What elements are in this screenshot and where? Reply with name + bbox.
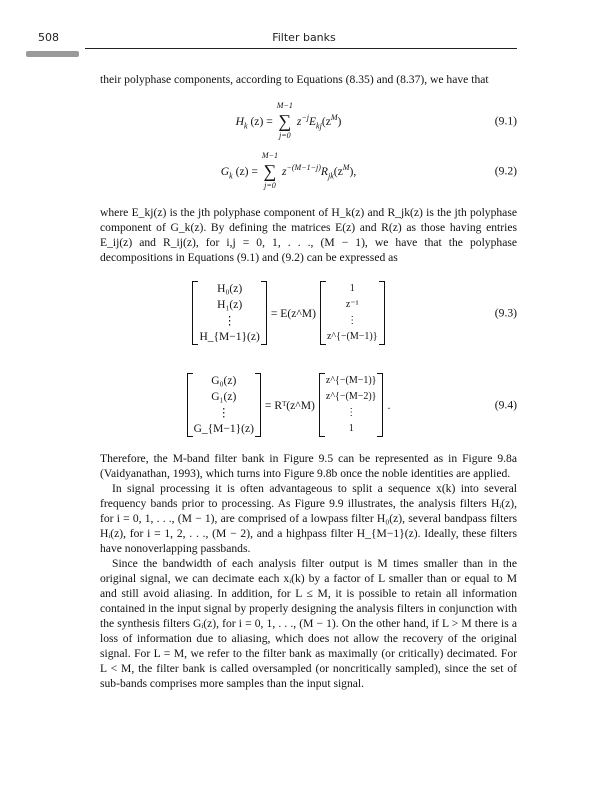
intro-paragraph: their polyphase components, according to Equations (8.35) and (8.37), we have that <box>100 73 489 86</box>
matrix-right <box>320 281 385 345</box>
therefore-paragraph: Therefore, the M-band filter bank in Figure 9.5 can be represented as in Figure 9.8a (Vaidyanathan, 1993), which turns into Figure 9.8b once the noble identities are applied. <box>100 452 517 480</box>
sum-symbol: ∑ <box>263 161 277 181</box>
eq-rhs: ), <box>349 164 357 178</box>
eq-rhs: (z <box>333 164 343 178</box>
eq-sub: jk <box>328 170 334 180</box>
eq-rhs: (z <box>321 114 331 128</box>
matrix-entry: z^{−(M−1)} <box>326 331 378 342</box>
matrix-left <box>192 281 266 345</box>
eq-lhs: H <box>235 114 244 128</box>
sum-lower: j=0 <box>278 131 291 140</box>
header-rule <box>85 48 517 49</box>
equation-9-2 <box>100 151 517 191</box>
equation-number: (9.2) <box>494 164 517 178</box>
matrix-entry: 1 <box>348 423 354 434</box>
summation <box>262 151 278 191</box>
matrix-entry: z^{−(M−1)} <box>325 375 377 386</box>
sum-upper: M−1 <box>276 101 293 110</box>
equation-number: (9.1) <box>494 114 517 128</box>
sum-lower: j=0 <box>264 181 276 190</box>
eq-trailing-period: . <box>387 398 391 412</box>
matrix-entry: ⋮ <box>347 315 358 326</box>
eq-rhs: z <box>281 164 287 178</box>
matrix-right <box>319 373 384 437</box>
page-body <box>100 58 517 691</box>
page-number: 508 <box>38 31 59 44</box>
running-title: Filter banks <box>272 31 336 44</box>
matrix-entry: z⁻¹ <box>345 299 359 310</box>
eq-arg: (z) = <box>250 114 273 128</box>
matrix-entry: G_{M−1}(z) <box>193 423 254 435</box>
eq-sup: −(M−1−j) <box>286 162 321 172</box>
eq-arg: (z) = <box>235 164 258 178</box>
matrix-entry: ⋮ <box>223 315 236 327</box>
eq-rhs: z <box>296 114 302 128</box>
matrix-entry: ⋮ <box>218 407 230 419</box>
equation-number: (9.4) <box>494 398 517 412</box>
eq-sup: M <box>330 112 338 122</box>
equation-number: (9.3) <box>494 306 517 320</box>
matrix-entry: H_{M−1}(z) <box>199 331 260 343</box>
matrix-entry: G₁(z) <box>211 391 237 403</box>
eq-rhs: ) <box>337 114 342 128</box>
eq-lhs: G <box>220 164 230 178</box>
eq-rhs: E <box>308 114 317 128</box>
page-header <box>0 0 608 58</box>
signal-processing-paragraph: In signal processing it is often advantageous to split a sequence x(k) into several frequency bands prior to processing. As Figure 9.9 illustrates, the analysis filters Hᵢ(z), for i = 0, 1, . . ., (M − 1), are comprised of a lowpass filter H₀(z), several bandpass filters Hᵢ(z), for i = 1, 2, . . ., (M − 2), and a highpass filter H_{M−1}(z). Ideally, these filters have nonoverlapping passbands. <box>100 482 517 555</box>
matrix-entry: H₁(z) <box>217 299 243 311</box>
bandwidth-paragraph: Since the bandwidth of each analysis filter output is M times smaller than in the original signal, we can decimate each xᵢ(k) by a factor of L smaller than or equal to M and still avoid aliasing. In addition, for L ≤ M, it is possible to retain all information contained in the input signal by properly designing the analysis filters in conjunction with the synthesis filters Gᵢ(z), for i = 0, 1, . . ., (M − 1). On the other hand, if L > M there is a loss of information due to aliasing, which does not allow the recovery of the original signal. For L = M, we refer to the filter bank as maximally (or critically) decimated. For L < M, the filter bank is called oversampled (or noncritically sampled), since the set of sub-bands comprises more samples than the input signal. <box>100 557 517 690</box>
eq-sup: −j <box>301 112 309 122</box>
equation-9-1 <box>100 101 517 141</box>
eq-sub: k <box>243 120 248 130</box>
equation-9-4 <box>100 373 517 437</box>
chapter-tab-marker <box>26 51 79 57</box>
matrix-entry: 1 <box>349 283 355 294</box>
summation <box>277 101 293 141</box>
eq-sub: kj <box>316 120 322 130</box>
eq-sub: k <box>229 170 233 180</box>
matrix-entry: H₀(z) <box>217 283 243 295</box>
matrix-left <box>187 373 261 437</box>
sum-upper: M−1 <box>261 151 278 160</box>
eq-rhs: R <box>320 164 328 178</box>
equation-9-3 <box>100 281 517 345</box>
eq-sup: M <box>342 162 350 172</box>
matrix-entry: G₀(z) <box>211 375 237 387</box>
where-paragraph: where E_kj(z) is the jth polyphase component of H_k(z) and R_jk(z) is the jth polyphase component of G_k(z). By defining the matrices E(z) and R(z) as those having entries E_ij(z) and R_ij(z), for i,j = 0, 1, . . ., (M − 1), we have that the polyphase decompositions in Equations (9.1) and (9.2) can be expressed as <box>100 206 517 264</box>
matrix-operator: = Rᵀ(z^M) <box>264 398 315 412</box>
matrix-entry: z^{−(M−2)} <box>325 391 377 402</box>
sum-symbol: ∑ <box>278 111 292 131</box>
matrix-entry: ⋮ <box>346 407 357 418</box>
matrix-operator: = E(z^M) <box>270 306 316 320</box>
